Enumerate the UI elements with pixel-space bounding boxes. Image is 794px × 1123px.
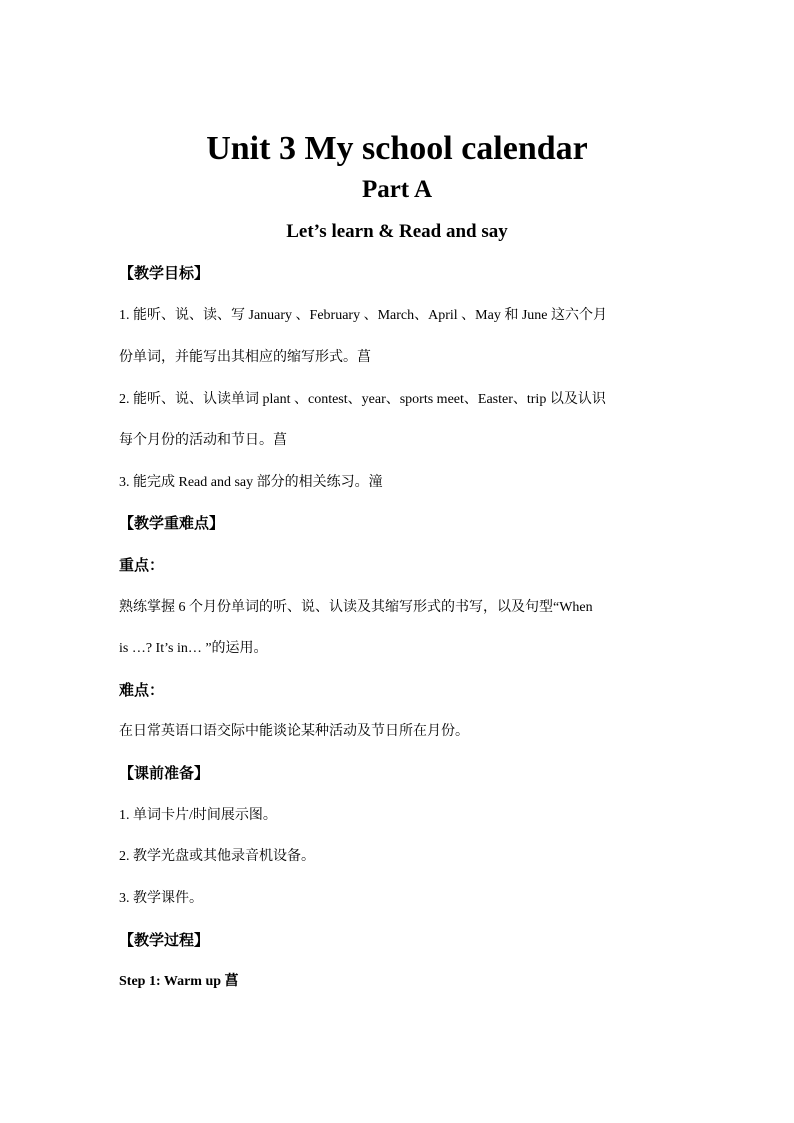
- document-title: Unit 3 My school calendar: [206, 130, 588, 167]
- goal-1-line-2: 份单词，并能写出其相应的缩写形式。菖: [119, 350, 371, 365]
- goal-3: 3. 能完成 Read and say 部分的相关练习。潼: [119, 475, 383, 490]
- difficulty-line: 在日常英语口语交际中能谈论某种活动及节日所在月份。: [119, 724, 469, 739]
- goals-heading: 【教学目标】: [119, 266, 210, 282]
- document-part: Part A: [361, 176, 433, 203]
- preparation-item-2: 2. 教学光盘或其他录音机设备。: [119, 849, 315, 864]
- process-heading: 【教学过程】: [119, 933, 210, 949]
- key-point-line-1: 熟练掌握 6 个月份单词的听、说、认读及其缩写形式的书写，以及句型“When: [119, 600, 593, 615]
- preparation-item-1: 1. 单词卡片/时间展示图。: [119, 808, 277, 823]
- goal-1-line-1: 1. 能听、说、读、写 January 、February 、March、April 、May 和 June 这六个月: [119, 308, 607, 323]
- key-point-label: 重点：: [119, 558, 165, 574]
- preparation-heading: 【课前准备】: [119, 766, 210, 782]
- preparation-item-3: 3. 教学课件。: [119, 891, 203, 906]
- goal-2-line-2: 每个月份的活动和节日。菖: [119, 433, 287, 448]
- goal-2-line-1: 2. 能听、说、认读单词 plant 、contest、year、sports meet、Easter、trip 以及认识: [119, 392, 606, 407]
- key-points-heading: 【教学重难点】: [119, 516, 225, 532]
- key-point-line-2: is …? It’s in… ”的运用。: [119, 641, 268, 656]
- step-1-heading: Step 1: Warm up 菖: [119, 974, 239, 989]
- document-subtitle: Let’s learn & Read and say: [286, 221, 508, 242]
- difficulty-label: 难点：: [119, 683, 165, 699]
